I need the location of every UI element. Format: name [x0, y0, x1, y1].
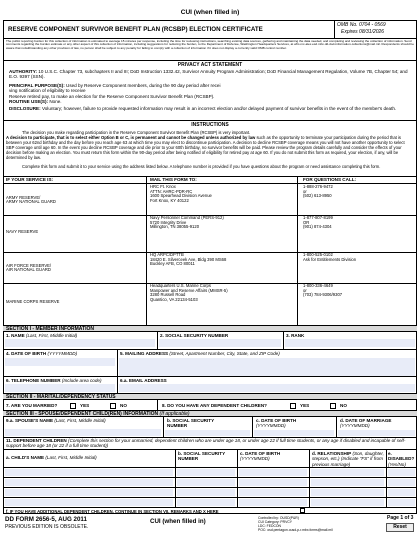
spouse-ssn-input[interactable] — [165, 430, 250, 436]
spouse-dob-label: c. DATE OF BIRTH (YYYYMMDD) — [256, 418, 297, 429]
email-label: 6.a. EMAIL ADDRESS — [120, 378, 167, 383]
dependent-children-instructions: 11. DEPENDENT CHILDREN (Complete this section for your unmarried, dependent children who are under age 18, or under age 22 if full time students, or any age if disabled and incapable of self-support before age 18 (or 22 if a full time student)) — [6, 438, 406, 449]
child-ssn-input[interactable] — [177, 499, 235, 506]
phone-col-header: FOR QUESTIONS CALL: — [303, 177, 357, 182]
cui-category: CUI Category: PRVCY — [258, 520, 293, 524]
mailing-address-input[interactable] — [119, 358, 415, 376]
service-name: MARINE CORPS RESERVE — [6, 299, 60, 304]
section1-heading: SECTION I - MEMBER INFORMATION — [6, 325, 94, 332]
child-ssn-label: b. SOCIAL SECURITY NUMBER — [178, 451, 226, 462]
telephone-label: 6. TELEPHONE NUMBER (Include area code) — [6, 378, 102, 383]
children-yes-checkbox[interactable] — [290, 403, 296, 409]
child-dob-label: c. DATE OF BIRTH (YYYYMMDD) — [240, 451, 281, 462]
section2-heading: SECTION II - MARITAL/DEPENDENCY STATUS — [6, 393, 116, 400]
child-disabled-input[interactable] — [388, 479, 415, 486]
service-phone: 1-800-336-4649 or (703) 784-9306/9307 — [303, 283, 343, 298]
instructions-p1: The decision you make regarding participation in the Reserve Component Survivor Benefit Plan (RCSBP) is very important. — [22, 130, 251, 135]
spouse-name-label: 9.a. SPOUSE'S NAME (Last, First, Middle Initial) — [6, 418, 106, 423]
service-address: Navy Personnel Command (PERS-912) 5720 Integrity Drive Millington, TN 38055-9120 — [150, 215, 224, 230]
child-dob-input[interactable] — [239, 499, 307, 506]
name-input[interactable] — [5, 339, 155, 347]
rank-input[interactable] — [285, 339, 415, 347]
child-dob-input[interactable] — [239, 479, 307, 486]
child-disabled-input[interactable] — [388, 469, 415, 476]
married-label: 7. ARE YOU MARRIED? — [6, 403, 58, 408]
controlled-by: Controlled by: OUSD(P&R) — [258, 516, 299, 520]
cui-banner-bottom: CUI (when filled in) — [150, 518, 206, 525]
child-name-input[interactable] — [5, 469, 173, 476]
omb-number: OMB No. 0704 - 0569 — [337, 22, 386, 28]
name-label: 1. NAME (Last, First, Middle Initial) — [6, 333, 78, 338]
child-relationship-input[interactable] — [311, 499, 384, 506]
service-phone: 1-877-807-8199 OR (901) 874-4304 — [303, 215, 333, 230]
privacy-authority: AUTHORITY: 10 U.S.C. Chapter 73, subchapters II and III; DoD Instruction 1332.42, Survivor Annuity Program Administration; DoD Financial Management Regulation, Volume 7B, Chapter 54; and E.O. 9397 (SSN). — [9, 69, 408, 80]
ldc: LDC: FEDCON — [258, 524, 281, 528]
child-name-input[interactable] — [5, 479, 173, 486]
child-name-input[interactable] — [5, 499, 173, 506]
privacy-disclosure: DISCLOSURE: Voluntary; however, failure to provide requested information may result in an incorrect election and/or delayed payment of survivor benefits in the event of the member's death. — [9, 106, 397, 111]
form-number: DD FORM 2656-5, AUG 2011 — [5, 516, 87, 523]
service-name: AIR FORCE RESERVE/ AIR NATIONAL GUARD — [6, 262, 52, 273]
child-ssn-input[interactable] — [177, 489, 235, 496]
marriage-date-label: d. DATE OF MARRIAGE (YYYYMMDD) — [340, 418, 392, 429]
additional-children-note: f. IF YOU HAVE ADDITIONAL DEPENDENT CHILDREN, CONTINUE IN SECTION VII, REMARKS AND X HERE — [6, 508, 219, 514]
child-relationship-input[interactable] — [311, 489, 384, 496]
child-ssn-input[interactable] — [177, 469, 235, 476]
married-yes-checkbox[interactable] — [70, 403, 76, 409]
dob-label: 4. DATE OF BIRTH (YYYYMMDD) — [6, 351, 78, 356]
child-disabled-input[interactable] — [388, 489, 415, 496]
telephone-input[interactable] — [5, 384, 115, 392]
married-no-checkbox[interactable] — [110, 403, 116, 409]
rank-label: 3. RANK — [286, 333, 305, 338]
children-yes-label: YES — [300, 403, 310, 408]
service-address: HQ ARPC/DPTTB 18420 E. Silverceek Ave, Bldg 390 MS68 Buckley AFB, CO 80011 — [150, 252, 227, 267]
relationship-label: d. RELATIONSHIP (Son, daughter, stepson, etc.) (Indicate "FS" if from previous marriage) — [312, 451, 384, 467]
instructions-p2: A decision to participate, that is to select either Option B or C, is permanent and cannot be changed unless authorized by law such as the opportunity to terminate your participation during the period that is between your 62nd birthday and the day before you reach age 63 at which time you may elect to discontinue participation. A decision to decline RCSBP coverage means you will not have another opportunity to select SBP coverage until age 60. In the event you decline RCSBP coverage and die prior to your 60th birthday, no survivor benefits will be paid. Please review the program details carefully and consider the effects of your decision before making an election. You must return this form within the 90-day period after being notified of eligibility for retired pay at age 60. If you do not submit this form as required, your election, if any, will be determined by law. — [6, 135, 405, 160]
spouse-ssn-label: b. SOCIAL SECURITY NUMBER — [167, 418, 215, 429]
spouse-name-input[interactable] — [5, 429, 161, 436]
cui-banner-top: CUI (when filled in) — [180, 9, 240, 16]
child-dob-input[interactable] — [239, 489, 307, 496]
poc: POC: osd.pentagon.ousd-p-r.mbx.fcrms@mail.mil — [258, 528, 333, 532]
disabled-label: e. DISABLED? (Yes/No) — [388, 451, 415, 467]
page-number: Page 1 of 3 — [387, 515, 414, 521]
child-name-input[interactable] — [5, 489, 173, 496]
child-relationship-input[interactable] — [311, 479, 384, 486]
omb-expires: Expires 08/31/2026 — [341, 29, 385, 35]
child-name-label: a. CHILD'S NAME (Last, First, Middle Initial) — [6, 455, 97, 460]
dob-input[interactable] — [5, 358, 115, 366]
spouse-dob-input[interactable] — [254, 430, 334, 436]
service-name: ARMY RESERVE/ ARMY NATIONAL GUARD — [6, 194, 56, 205]
mailing-address-label: 5. MAILING ADDRESS (Street, Apartment Number, City, State, and ZIP Code) — [120, 351, 280, 356]
previous-edition: PREVIOUS EDITION IS OBSOLETE. — [5, 524, 89, 530]
service-phone: 1-888-276-9472 or (502) 613-8950 — [303, 184, 333, 199]
service-col-header: IF YOUR SERVICE IS: — [6, 177, 54, 182]
service-address: Headquarters U.S. Marine Corps Manpower and Reserve Affairs (MMSR-5) 3280 Russell Road Quantico, VA 22134-5103 — [150, 283, 228, 302]
section3-heading: SECTION III - SPOUSE/DEPENDENT CHILD(REN) INFORMATION (If applicable) — [6, 410, 190, 417]
child-relationship-input[interactable] — [311, 469, 384, 476]
instructions-heading: INSTRUCTIONS — [191, 121, 229, 128]
ssn-input[interactable] — [159, 339, 281, 347]
married-yes-label: YES — [80, 403, 90, 408]
child-ssn-input[interactable] — [177, 479, 235, 486]
mail-col-header: MAIL THIS FORM TO: — [150, 177, 197, 182]
ssn-label: 2. SOCIAL SECURITY NUMBER — [160, 333, 229, 338]
service-name: NAVY RESERVE — [6, 228, 39, 234]
email-input[interactable] — [119, 384, 415, 392]
children-question-label: 8. DO YOU HAVE ANY DEPENDENT CHILDREN? — [162, 403, 267, 408]
marriage-date-input[interactable] — [338, 430, 415, 436]
privacy-purpose: PRINCIPAL PURPOSE(S): Used by Reserve Component members, during the 90 day period after recei ving notification of eligibility to receive Reserve retired pay, to make an election for the Reserve Component Survivor Benefit Plan (RCSBP). ROUTINE USE(S): None. — [9, 83, 221, 105]
child-disabled-input[interactable] — [388, 499, 415, 506]
children-no-label: NO — [340, 403, 347, 408]
reset-button[interactable]: Reset — [386, 523, 414, 532]
service-address: HRC Ft. Knox ATTN: AHRC-PDR-RC 1600 Spearhead Division Avenue Fort Knox, KY 40122 — [150, 184, 212, 203]
instructions-p3: Complete this form and submit it to your service using the address listed below. A telephone number is provided if you have questions about the program or need assistance completing this form. — [22, 164, 381, 169]
children-no-checkbox[interactable] — [330, 403, 336, 409]
privacy-heading: PRIVACY ACT STATEMENT — [177, 61, 243, 68]
form-title: RESERVE COMPONENT SURVIVOR BENEFIT PLAN (RCSBP) ELECTION CERTIFICATE — [8, 26, 263, 33]
married-no-label: NO — [120, 403, 127, 408]
service-phone: 1-800-525-0102 Ask for Entitlements Division — [303, 252, 357, 262]
child-dob-input[interactable] — [239, 469, 307, 476]
additional-children-checkbox[interactable] — [300, 508, 305, 513]
burden-statement: The public reporting burden for this collection of information is estimated to average 15 minutes per response, including the time for reviewing instructions, searching existing data sources, gathering and maintaining the data needed, and completing and reviewing the collection of information. Send comments regarding the burden estimate or any other aspect of this collection of information, including suggestions for reducing the burden, to the Department of Defense, Washington Headquarters Services, at whs.mc-alex.esd.mbx.dd-dod-information-collections@mail.mil. Respondents should be aware that notwithstanding any other provision of law, no person shall be subject to any penalty for failing to comply with a collection of information if it does not display a currently valid OMB control number. — [6, 38, 415, 50]
